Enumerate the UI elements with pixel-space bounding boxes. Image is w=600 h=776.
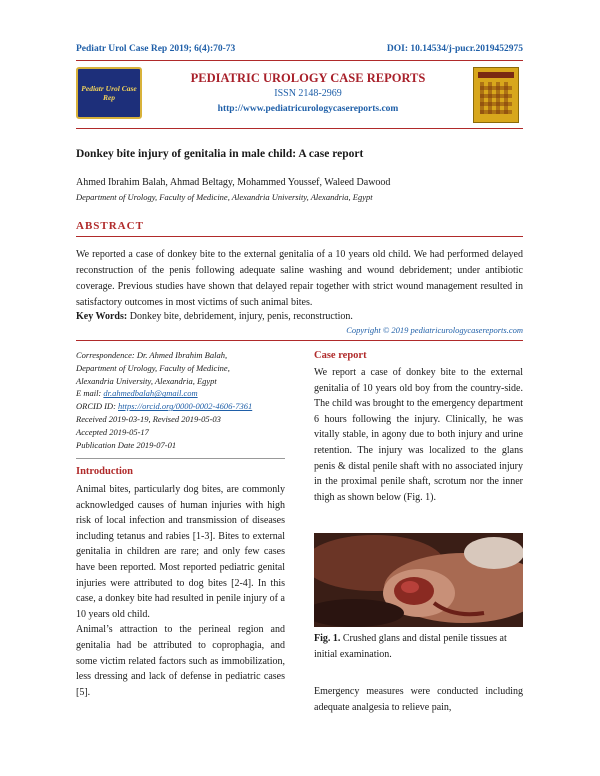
corr-line-2: Department of Urology, Faculty of Medicine, [76,362,230,373]
correspondence-block [76,349,285,451]
doi: DOI: 10.14534/j-pucr.2019452975 [386,44,523,54]
affiliation: Department of Urology, Faculty of Medicine, Alexandria University, Alexandria, Egypt [76,192,373,202]
corr-line-1: Correspondence: Dr. Ahmed Ibrahim Balah, [76,350,228,360]
email-link[interactable]: dr.ahmedbalah@gmail.com [103,388,198,399]
accepted-date: Accepted 2019-05-17 [76,426,149,437]
introduction-body [76,482,285,700]
corr-email-row [76,387,285,400]
abstract-heading: ABSTRACT [76,220,144,232]
received-date: Received 2019-03-19, Revised 2019-05-03 [76,413,221,424]
case-report-paragraph-2: Emergency measures were conducted including adequate analgesia to relieve pain, [314,686,523,713]
publication-date: Publication Date 2019-07-01 [76,439,177,450]
corr-orcid-row [76,400,285,413]
introduction-paragraph-2: Animal’s attraction to the perineal region and genitalia had be attributed to coprophagia, and some victim related factors such as immobilization, less dressing and lack of defense in pediatric cases [5]. [76,624,285,698]
orcid-label: ORCID ID: [76,401,119,412]
corr-line-3: Alexandria University, Alexandria, Egypt [76,375,217,386]
cover-pattern [480,82,512,114]
figure-label: Fig. 1. [314,633,341,644]
figure-caption [314,631,523,662]
email-label: E mail: [76,388,104,399]
keywords-text: Donkey bite, debridement, injury, penis, reconstruction. [127,311,353,322]
abstract-rule-top [76,236,523,237]
case-report-heading: Case report [314,350,367,361]
keywords-label: Key Words: [76,311,128,322]
journal-issn: ISSN 2148-2969 [274,88,342,99]
cover-band [478,72,514,78]
journal-logo [76,67,142,119]
journal-cover-thumbnail [473,67,519,123]
case-report-paragraph-1: We report a case of donkey bite to the external genitalia of 10 years old boy from the country-side. The child was brought to the emergency department 6 hours following the injury. Clinically, he was vitally stable, in agony due to both injury and urine retention. The injury was localized to the glans penis & distal penile shaft with no associated injury in the proximal penile shaft, scrotum nor the inner thigh as shown below (Fig. 1). [314,367,523,503]
article-title: Donkey bite injury of genitalia in male child: A case report [76,148,364,160]
journal-title: PEDIATRIC UROLOGY CASE REPORTS [190,71,426,85]
introduction-heading: Introduction [76,466,133,477]
figure-caption-text: Crushed glans and distal penile tissues at initial examination. [314,633,507,660]
running-header [76,44,523,54]
orcid-link[interactable]: https://orcid.org/0000-0002-4606-7361 [118,401,253,412]
clinical-photo [314,533,523,627]
journal-url[interactable]: http://www.pediatricurologycasereports.com [217,104,399,114]
clinical-photo-graphic [314,533,523,627]
author-list: Ahmed Ibrahim Balah, Ahmad Beltagy, Mohammed Youssef, Waleed Dawood [76,177,391,188]
masthead-rule [76,128,523,129]
abstract-text: We reported a case of donkey bite to the external genitalia of a 10 years old child. We had performed delayed reconstruction of the penis following adequate saline washing and wound debridement; under antibiotic coverage. Previous studies have shown that delayed repair together with strict wound management resulted in satisfactory outcomes in most victims of such animal bites. [76,249,523,308]
introduction-paragraph-1: Animal bites, particularly dog bites, are commonly acknowledged causes of human injuries with high risk of local infection and transmission of diseases including tetanus and rabies [1-3]. Bites to external genitalia in children are rare; and only few cases have been reported. Most reported pediatric genital injuries were attributed to dog bites [2-4]. In this case, a donkey bite had resulted in penile injury of a 10 years old child. [76,484,285,620]
abstract-rule-bottom [76,340,523,341]
citation: Pediatr Urol Case Rep 2019; 6(4):70-73 [76,44,236,54]
correspondence-rule [76,458,285,459]
header-rule [76,60,523,61]
journal-logo-text: Pediatr Urol Case Rep [81,84,137,102]
copyright-notice: Copyright © 2019 pediatricurologycasereports.com [346,325,523,335]
keywords [76,311,523,322]
